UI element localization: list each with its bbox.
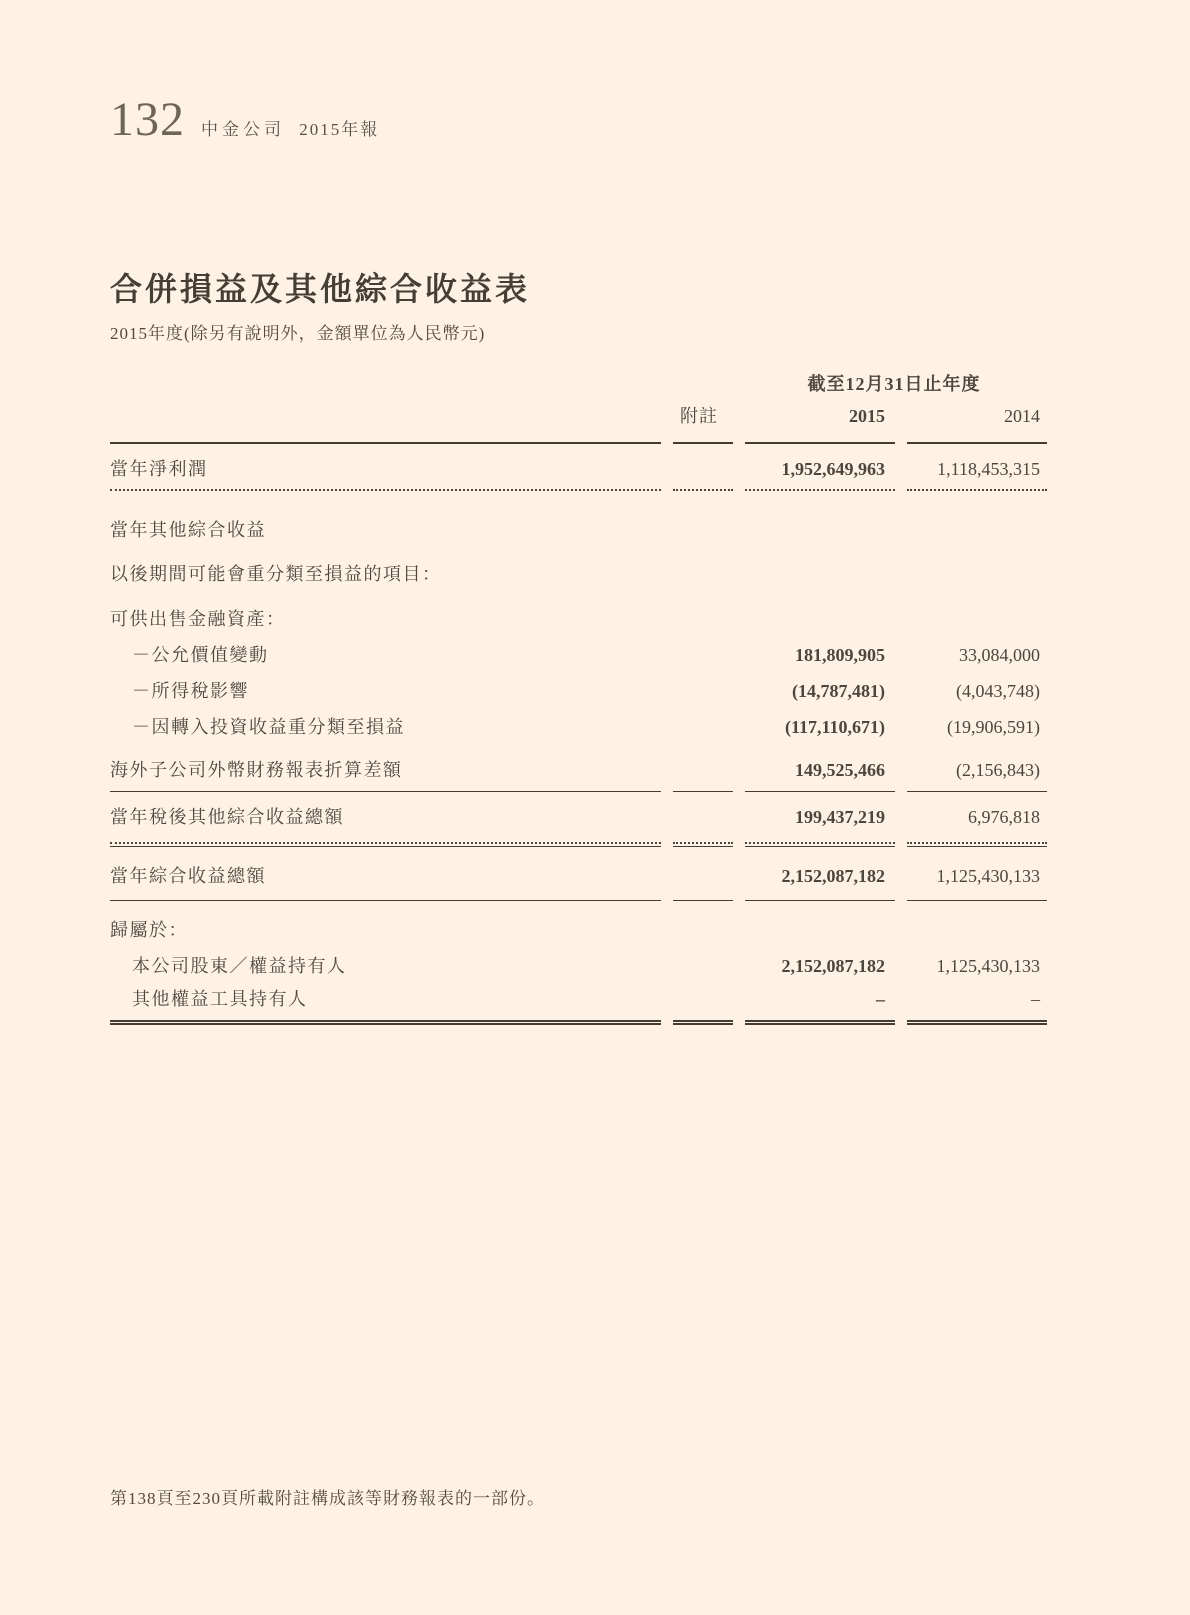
row-label: 當年淨利潤	[110, 459, 208, 479]
company-name: 中金公司	[201, 120, 285, 139]
statement-subtitle: 2015年度(除另有說明外，金額單位為人民幣元)	[110, 324, 486, 343]
row-value-2015: 181,809,905	[795, 645, 885, 665]
table-period-header-row	[110, 370, 1047, 396]
row-label: －公允價值變動	[132, 645, 269, 665]
page-content	[110, 0, 1047, 1020]
table-row-afs-financial-assets	[110, 605, 1047, 631]
row-value-2015: 2,152,087,182	[781, 866, 885, 886]
row-value-2015: (14,787,481)	[792, 681, 885, 701]
table-row-other-equity-instrument-holders	[110, 985, 1047, 1011]
table-row-income-tax-effect	[110, 677, 1047, 703]
table-row-reclassified-to-pl	[110, 713, 1047, 739]
report-header	[201, 115, 379, 140]
row-label: 歸屬於：	[110, 920, 188, 940]
table-row-equity-holders	[110, 952, 1047, 978]
row-label: 可供出售金融資產：	[110, 609, 286, 629]
row-value-2015: –	[876, 989, 885, 1009]
row-label: 本公司股東／權益持有人	[132, 956, 347, 976]
footnote: 第138頁至230頁所載附註構成該等財務報表的一部份。	[110, 1489, 545, 1508]
table-row-net-profit	[110, 455, 1047, 481]
row-value-2014: 1,125,430,133	[936, 956, 1040, 976]
row-value-2014: (4,043,748)	[956, 681, 1040, 701]
table-row-other-comprehensive-income	[110, 516, 1047, 542]
report-year: 2015年報	[299, 120, 380, 139]
table-row-attributable-to	[110, 916, 1047, 942]
row-value-2014: 33,084,000	[959, 645, 1040, 665]
row-label: 當年綜合收益總額	[110, 866, 266, 886]
table-row-total-comprehensive-income	[110, 862, 1047, 888]
row-label: 當年稅後其他綜合收益總額	[110, 807, 344, 827]
row-value-2014: 1,118,453,315	[937, 459, 1040, 479]
table-row-fx-translation-difference	[110, 756, 1047, 782]
row-value-2015: 1,952,649,963	[781, 459, 885, 479]
row-label: 海外子公司外幣財務報表折算差額	[110, 760, 403, 780]
row-value-2014: 6,976,818	[968, 807, 1040, 827]
col-header-2014: 2014	[1004, 406, 1040, 426]
row-value-2014: 1,125,430,133	[936, 866, 1040, 886]
page-header	[110, 93, 1047, 146]
row-label: －因轉入投資收益重分類至損益	[132, 717, 405, 737]
row-value-2015: 149,525,466	[795, 760, 885, 780]
row-label: 其他權益工具持有人	[132, 989, 308, 1009]
period-header: 截至12月31日止年度	[807, 374, 981, 394]
row-label: 以後期間可能會重分類至損益的項目：	[110, 564, 442, 584]
income-statement-table	[110, 370, 1047, 1020]
row-value-2015: (117,110,671)	[784, 717, 885, 737]
row-value-2014: (19,906,591)	[947, 717, 1040, 737]
row-value-2014: (2,156,843)	[956, 760, 1040, 780]
row-value-2015: 2,152,087,182	[781, 956, 885, 976]
table-row-reclassifiable-items	[110, 560, 1047, 586]
page-number: 132	[110, 93, 185, 146]
row-label: －所得稅影響	[132, 681, 249, 701]
statement-title: 合併損益及其他綜合收益表	[110, 271, 531, 307]
row-value-2015: 199,437,219	[795, 807, 885, 827]
row-label: 當年其他綜合收益	[110, 520, 266, 540]
table-row-fair-value-change	[110, 641, 1047, 667]
col-header-2015: 2015	[849, 406, 885, 426]
col-header-note: 附註	[680, 406, 718, 426]
row-value-2014: –	[1031, 989, 1040, 1009]
table-row-total-oci-after-tax	[110, 803, 1047, 829]
table-column-header-row	[110, 402, 1047, 428]
